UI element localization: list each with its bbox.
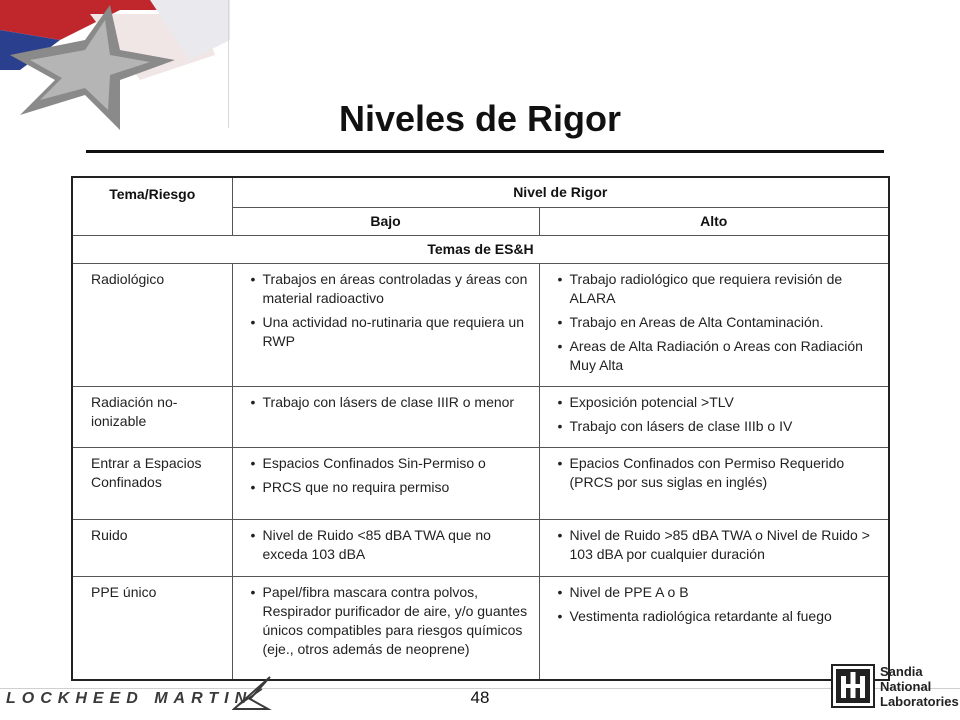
row-topic: Entrar a Espacios Confinados <box>72 447 232 519</box>
list-item: • Nivel de Ruido >85 dBA TWA o Nivel de Ruido > 103 dBA por cualquier duración <box>558 526 885 564</box>
row-low-cell <box>232 576 539 680</box>
row-low-cell <box>232 519 539 576</box>
list-item: • Epacios Confinados con Permiso Requerido (PRCS por sus siglas en inglés) <box>558 454 885 492</box>
row-low-cell <box>232 386 539 447</box>
list-item: • Trabajos en áreas controladas y áreas con material radioactivo <box>251 270 535 308</box>
row-topic: Radiológico <box>72 263 232 386</box>
row-topic: Ruido <box>72 519 232 576</box>
table-row <box>72 576 889 680</box>
page-number: 48 <box>470 688 490 707</box>
row-topic: Radiación no-ionizable <box>72 386 232 447</box>
row-low-cell <box>232 263 539 386</box>
header-low: Bajo <box>232 207 539 235</box>
list-item: • Trabajo en Areas de Alta Contaminación. <box>558 313 885 332</box>
lockheed-martin-logo-text: LOCKHEED MARTIN <box>6 690 253 707</box>
row-low-cell <box>232 447 539 519</box>
list-item: • Vestimenta radiológica retardante al fuego <box>558 607 885 626</box>
title-underline <box>86 150 884 153</box>
sandia-thunderbird-icon <box>831 664 875 708</box>
row-high-cell <box>539 519 889 576</box>
list-item: • Espacios Confinados Sin-Permiso o <box>251 454 535 473</box>
list-item: • Trabajo con lásers de clase IIIb o IV <box>558 417 885 436</box>
list-item: • PRCS que no requira permiso <box>251 478 535 497</box>
table-row <box>72 386 889 447</box>
table-row <box>72 447 889 519</box>
row-high-cell <box>539 386 889 447</box>
rigor-table <box>71 176 890 681</box>
list-item: • Trabajo con lásers de clase IIIR o menor <box>251 393 535 412</box>
sandia-line-3: Laboratories <box>880 694 959 709</box>
list-item: • Nivel de Ruido <85 dBA TWA que no exceda 103 dBA <box>251 526 535 564</box>
header-level: Nivel de Rigor <box>232 177 889 207</box>
sandia-logo-text <box>880 664 959 709</box>
sandia-line-1: Sandia <box>880 664 923 679</box>
table-row <box>72 519 889 576</box>
list-item: • Areas de Alta Radiación o Areas con Radiación Muy Alta <box>558 337 885 375</box>
slide-title: Niveles de Rigor <box>338 98 622 139</box>
table-row <box>72 263 889 386</box>
row-high-cell <box>539 263 889 386</box>
header-high: Alto <box>539 207 889 235</box>
list-item: • Trabajo radiológico que requiera revisión de ALARA <box>558 270 885 308</box>
row-topic: PPE único <box>72 576 232 680</box>
list-item: • Nivel de PPE A o B <box>558 583 885 602</box>
header-topic: Tema/Riesgo <box>72 177 232 235</box>
row-high-cell <box>539 447 889 519</box>
list-item: • Exposición potencial >TLV <box>558 393 885 412</box>
section-title: Temas de ES&H <box>72 235 889 263</box>
list-item: • Papel/fibra mascara contra polvos, Respirador purificador de aire, y/o guantes únicos compatibles para riesgos químicos (eje., otros además de neoprene) <box>251 583 535 659</box>
list-item: • Una actividad no-rutinaria que requiera un RWP <box>251 313 535 351</box>
sandia-line-2: National <box>880 679 932 694</box>
